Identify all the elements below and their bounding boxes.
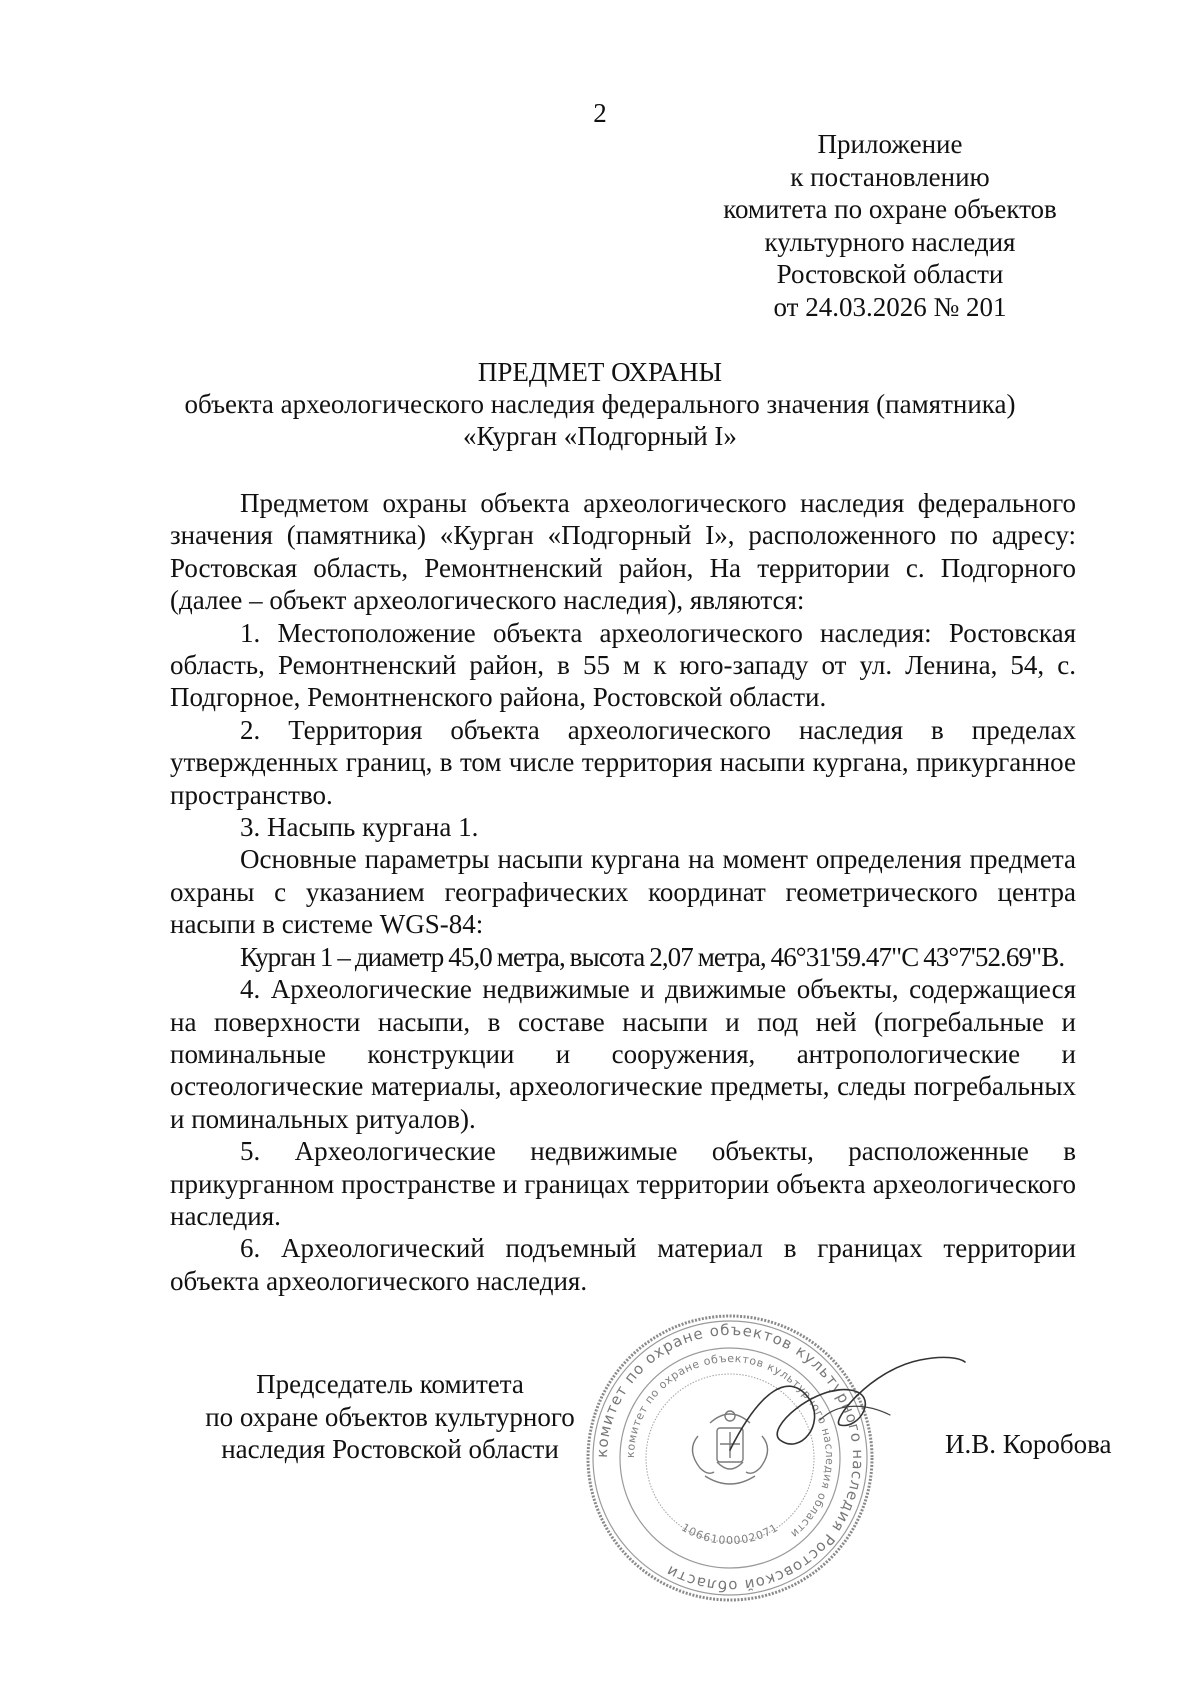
seal-inner-text: комитет по охране объектов культурного наследия области bbox=[623, 1351, 837, 1541]
appendix-line: к постановлению bbox=[790, 161, 990, 192]
document-heading bbox=[0, 356, 1200, 452]
paragraph-item-4: 4. Археологические недвижимые и движимые объекты, содержащиеся на поверхности насыпи, в составе насыпи и под ней (погребальные и поминальные конструкции и сооружения, антропологические и остеологические материалы, археологические предметы, следы погребальных и поминальных ритуалов). bbox=[170, 974, 1076, 1134]
paragraph-item-6: 6. Археологический подъемный материал в границах территории объекта археологического наследия. bbox=[170, 1233, 1076, 1296]
page-number: 2 bbox=[593, 98, 607, 128]
signatory-position-line: наследия Ростовской области bbox=[221, 1434, 559, 1465]
handwritten-signature bbox=[720, 1330, 970, 1490]
paragraph-item-1: 1. Местоположение объекта археологического наследия: Ростовская область, Ремонтненский район, в 55 м к юго-западу от ул. Ленина, 54, с. Подгорное, Ремонтненского района, Ростовской области. bbox=[170, 617, 1076, 713]
signatory-position-line: по охране объектов культурного bbox=[205, 1401, 575, 1432]
paragraph-parameters: Основные параметры насыпи кургана на момент определения предмета охраны с указанием географических координат геометрического центра насыпи в системе WGS-84: bbox=[170, 844, 1076, 940]
heading-subtitle-line1: объекта археологического наследия федерального значения (памятника) bbox=[184, 389, 1016, 419]
paragraph-item-3: 3. Насыпь кургана 1. bbox=[240, 812, 479, 843]
appendix-line: комитета по охране объектов bbox=[723, 194, 1057, 225]
appendix-line: Приложение bbox=[817, 129, 963, 159]
heading-title: ПРЕДМЕТ ОХРАНЫ bbox=[477, 357, 723, 387]
paragraph-item-5: 5. Археологические недвижимые объекты, расположенные в прикурганном пространстве и границах территории объекта археологического наследия. bbox=[170, 1136, 1076, 1231]
paragraph-item-2: 2. Территория объекта археологического наследия в пределах утвержденных границ, в том числе территория насыпи кургана, прикурганное пространство. bbox=[170, 714, 1076, 810]
signatory-position bbox=[180, 1368, 600, 1466]
paragraph-intro: Предметом охраны объекта археологического наследия федерального значения (памятника) «Курган «Подгорный I», расположенного по адресу: Ростовская область, Ремонтненский район, На территории с. Подгорного (далее – объект археологического наследия), являются: bbox=[170, 488, 1076, 616]
svg-text:1066100002071 bbox=[679, 1521, 781, 1547]
heading-subtitle-line2: «Курган «Подгорный I» bbox=[463, 421, 737, 451]
appendix-block bbox=[700, 128, 1080, 324]
paragraph-kurgan-parameters: Курган 1 – диаметр 45,0 метра, высота 2,07 метра, 46°31'59.47"С 43°7'52.69"В. bbox=[240, 941, 1065, 972]
signatory-name: И.В. Коробова bbox=[945, 1429, 1112, 1459]
appendix-line: Ростовской области bbox=[776, 259, 1004, 290]
appendix-date-number: от 24.03.2026 № 201 bbox=[773, 291, 1007, 322]
signatory-position-line: Председатель комитета bbox=[256, 1369, 524, 1399]
seal-outer-text: комитет по охране объектов культурного наследия Ростовской области bbox=[592, 1320, 868, 1596]
document-body bbox=[170, 487, 1076, 1297]
appendix-line: культурного наследия bbox=[764, 226, 1016, 257]
seal-ogrn: 1066100002071 bbox=[679, 1520, 781, 1548]
